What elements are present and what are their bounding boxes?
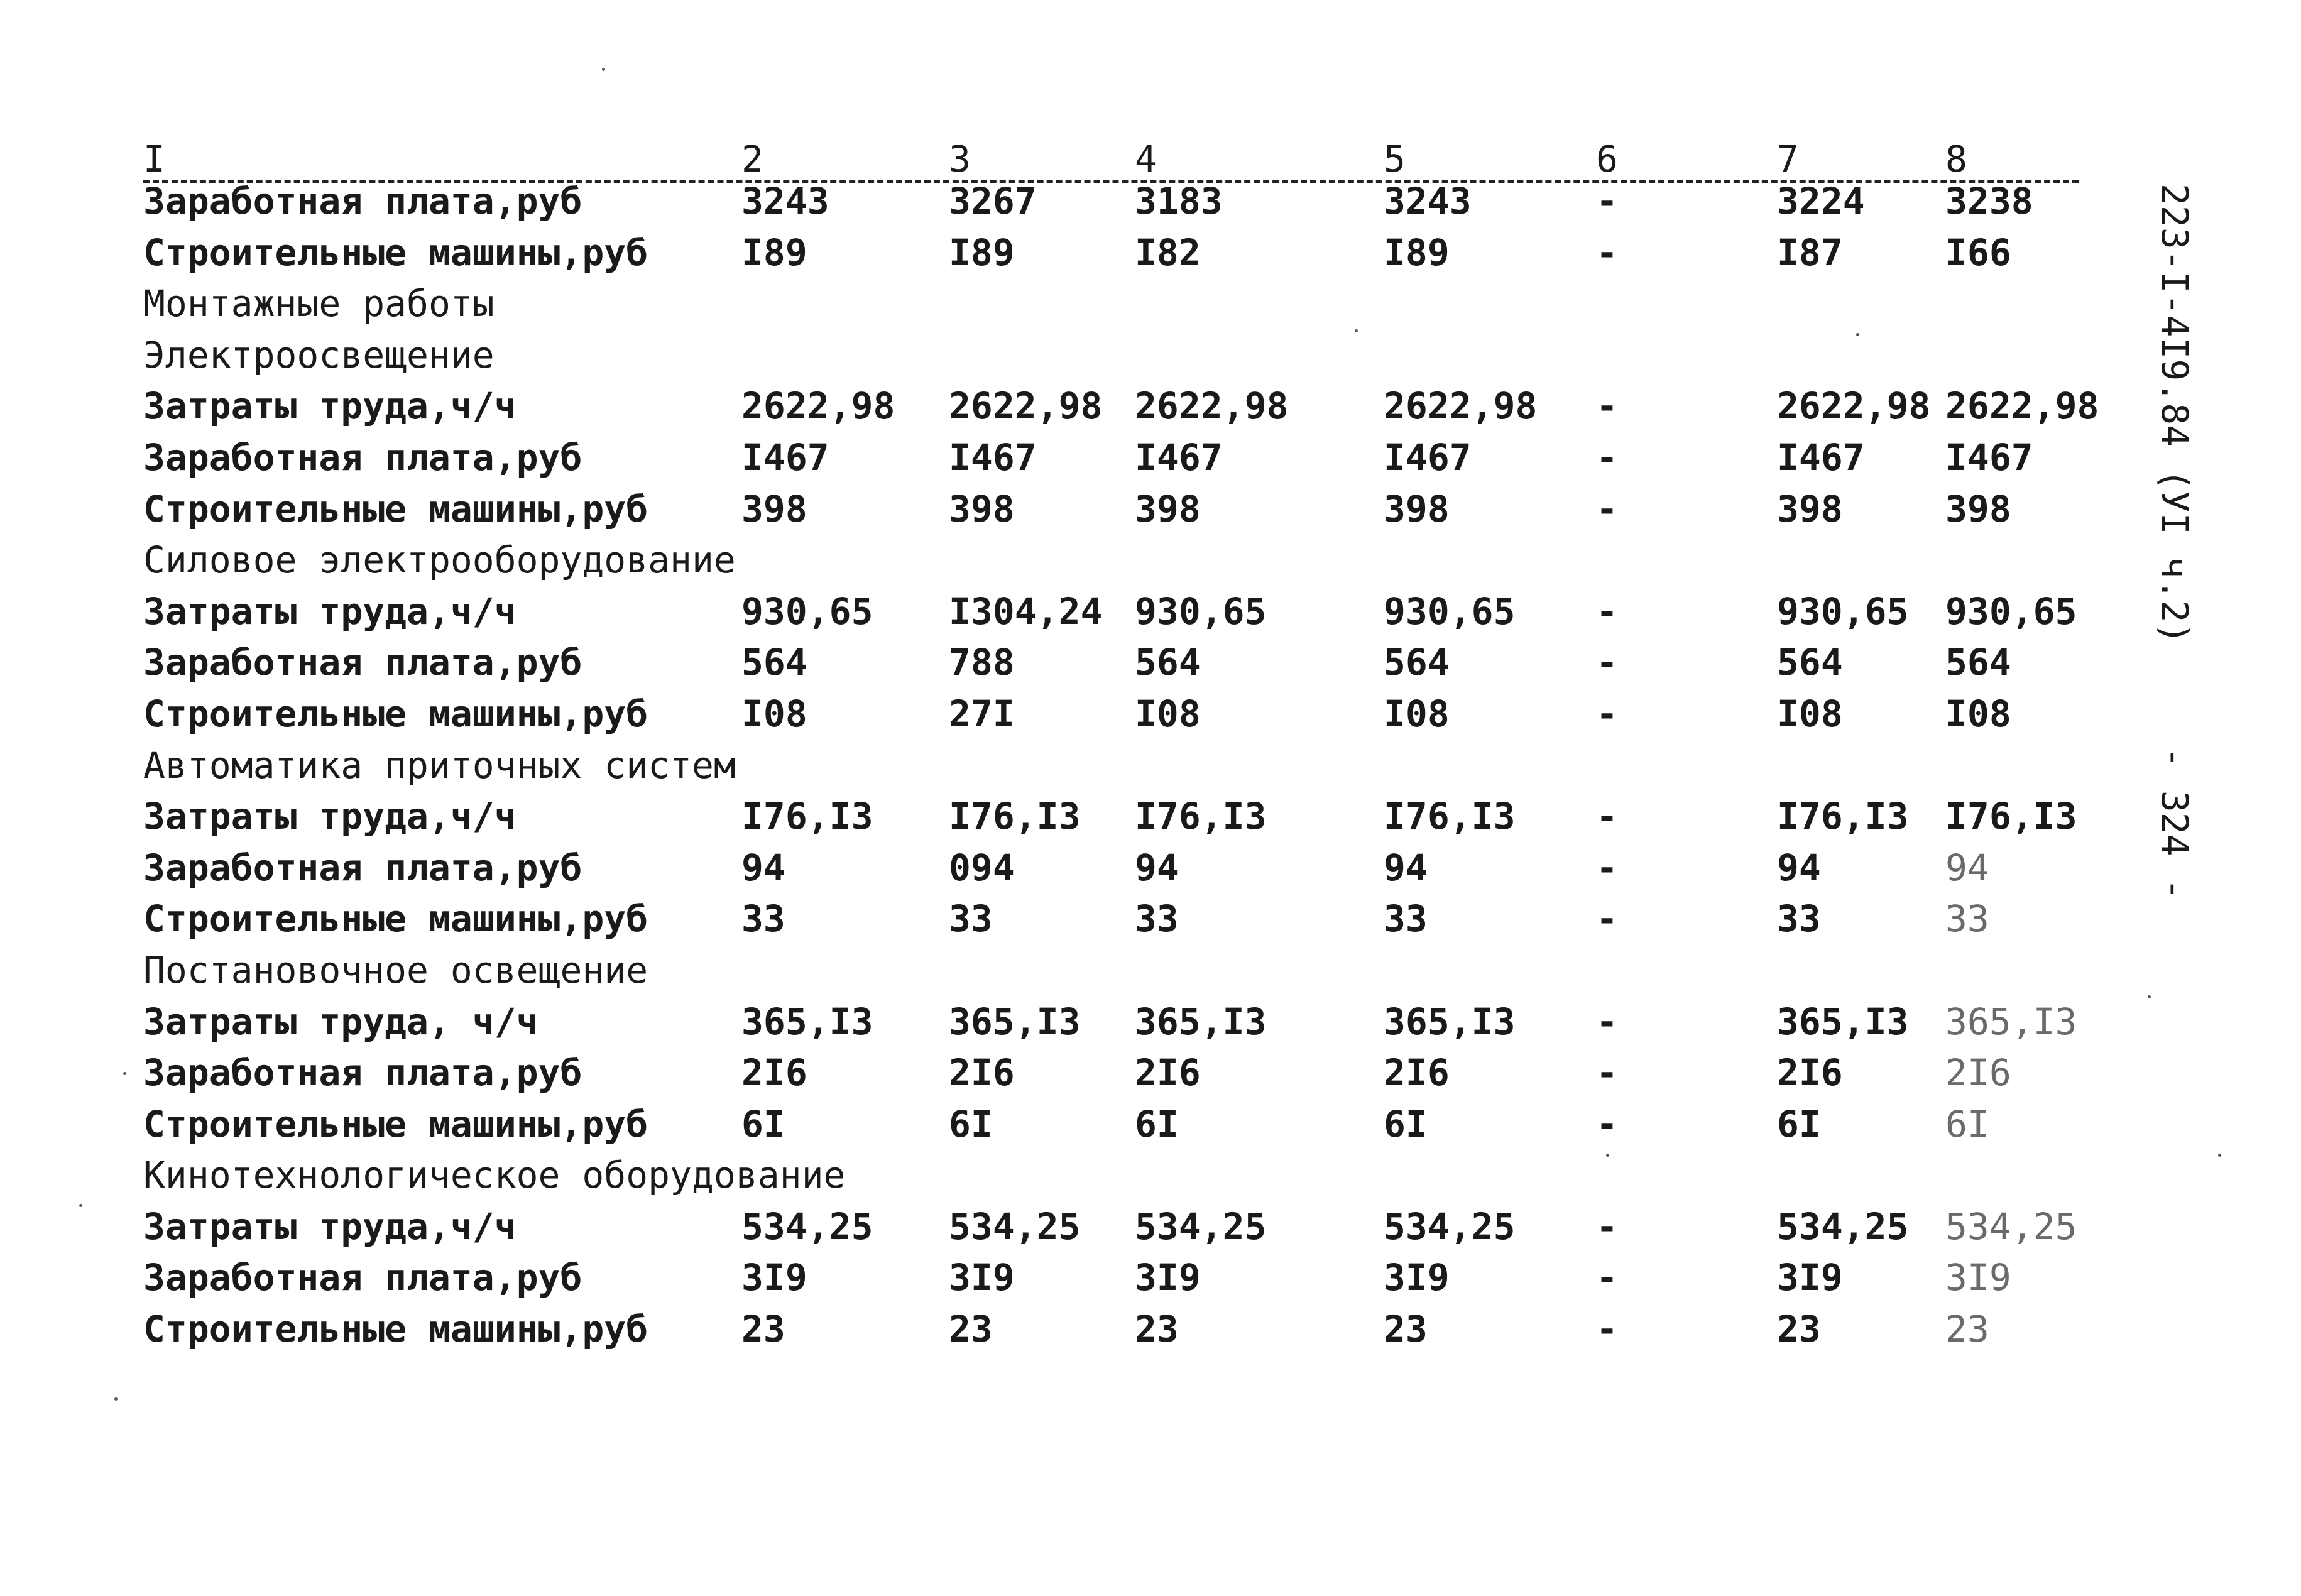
cell-col-3: I304,24 — [949, 589, 1103, 633]
row-label: Затраты труда,ч/ч — [143, 589, 516, 633]
cell-col-4: I467 — [1135, 435, 1223, 479]
table-row — [143, 1252, 2154, 1304]
scan-speck — [123, 1072, 126, 1075]
cell-col-5: I76,I3 — [1384, 795, 1516, 838]
cell-col-2: 2622,98 — [741, 385, 895, 428]
table-row — [143, 1099, 2154, 1151]
cell-col-2: 398 — [741, 487, 807, 530]
header-col-7: 7 — [1777, 138, 1799, 180]
cell-col-6: - — [1596, 641, 1618, 684]
cell-col-4: 365,I3 — [1135, 1000, 1267, 1043]
section-heading: Постановочное освещение — [143, 948, 648, 992]
cell-col-7: 930,65 — [1777, 589, 1909, 633]
scan-speck — [79, 1204, 82, 1207]
cell-col-8: 23 — [1945, 1308, 1989, 1351]
cell-col-5: 365,I3 — [1384, 1000, 1516, 1043]
cell-col-2: 33 — [741, 897, 785, 941]
cell-col-7: 33 — [1777, 897, 1821, 941]
document-code-text: 223-I-4I9.84 (УI ч.2) — [2153, 183, 2196, 645]
cell-col-2: 6I — [741, 1102, 785, 1145]
table-row — [143, 484, 2154, 535]
cell-col-4: 3183 — [1135, 180, 1223, 222]
cell-col-8: 94 — [1945, 846, 1989, 889]
cell-col-6: - — [1596, 1205, 1618, 1248]
cell-col-4: 94 — [1135, 846, 1179, 889]
cell-col-3: 3I9 — [949, 1256, 1015, 1299]
section-heading: Электроосвещение — [143, 333, 495, 376]
row-label: Строительные машины,руб — [143, 487, 648, 530]
row-label: Заработная плата,руб — [143, 1256, 582, 1299]
cell-col-2: 365,I3 — [741, 1000, 873, 1043]
cell-col-8: 2622,98 — [1945, 385, 2099, 428]
cell-col-3: 2622,98 — [949, 385, 1103, 428]
cell-col-7: 365,I3 — [1777, 1000, 1909, 1043]
cell-col-7: 2I6 — [1777, 1051, 1843, 1095]
cell-col-4: 23 — [1135, 1308, 1179, 1351]
cell-col-7: 2622,98 — [1777, 385, 1931, 428]
row-label: Затраты труда,ч/ч — [143, 1205, 516, 1248]
cell-col-6: - — [1596, 487, 1618, 530]
cell-col-4: 564 — [1135, 641, 1201, 684]
table-row — [143, 791, 2154, 843]
cell-col-3: I467 — [949, 435, 1037, 479]
cell-col-6: - — [1596, 589, 1618, 633]
cell-col-8: 930,65 — [1945, 589, 2077, 633]
row-label: Строительные машины,руб — [143, 1102, 648, 1145]
cell-col-5: I89 — [1384, 231, 1450, 274]
cell-col-7: 398 — [1777, 487, 1843, 530]
table-row — [143, 637, 2154, 689]
cell-col-8: 365,I3 — [1945, 1000, 2077, 1043]
section-heading-row — [143, 330, 2154, 381]
cell-col-6: - — [1596, 897, 1618, 941]
cell-col-8: 3238 — [1945, 180, 2033, 222]
cell-col-7: I87 — [1777, 231, 1843, 274]
table-row — [143, 1047, 2154, 1099]
section-heading-row — [143, 535, 2154, 586]
cell-col-2: 3I9 — [741, 1256, 807, 1299]
cell-col-5: 564 — [1384, 641, 1450, 684]
cell-col-8: I467 — [1945, 435, 2033, 479]
row-label: Заработная плата,руб — [143, 641, 582, 684]
table-body — [143, 176, 2154, 1355]
cell-col-4: 2622,98 — [1135, 385, 1289, 428]
cell-col-3: 27I — [949, 692, 1015, 735]
section-heading: Силовое электрооборудование — [143, 538, 736, 582]
cell-col-3: 094 — [949, 846, 1015, 889]
table-row — [143, 1201, 2154, 1253]
cell-col-7: 94 — [1777, 846, 1821, 889]
cell-col-3: 534,25 — [949, 1205, 1081, 1248]
cell-col-3: 398 — [949, 487, 1015, 530]
cell-col-8: 534,25 — [1945, 1205, 2077, 1248]
cell-col-4: I76,I3 — [1135, 795, 1267, 838]
cell-col-7: I467 — [1777, 435, 1865, 479]
cell-col-6: - — [1596, 1308, 1618, 1351]
cell-col-5: 2622,98 — [1384, 385, 1538, 428]
cell-col-4: 930,65 — [1135, 589, 1267, 633]
header-col-5: 5 — [1384, 138, 1406, 180]
cell-col-7: 3I9 — [1777, 1256, 1843, 1299]
page-number-text: - 324 - — [2153, 746, 2196, 900]
section-heading-row — [143, 945, 2154, 997]
row-label: Заработная плата,руб — [143, 846, 582, 889]
cell-col-6: - — [1596, 1102, 1618, 1145]
page-number-vertical — [2136, 746, 2205, 900]
cell-col-2: 564 — [741, 641, 807, 684]
row-label: Заработная плата,руб — [143, 180, 582, 222]
row-label: Строительные машины,руб — [143, 231, 648, 274]
cell-col-4: 398 — [1135, 487, 1201, 530]
row-label: Затраты труда,ч/ч — [143, 795, 516, 838]
section-heading: Монтажные работы — [143, 282, 495, 325]
cell-col-2: 94 — [741, 846, 785, 889]
cell-col-8: 33 — [1945, 897, 1989, 941]
cell-col-8: I08 — [1945, 692, 2011, 735]
cell-col-6: - — [1596, 1256, 1618, 1299]
cell-col-3: 23 — [949, 1308, 993, 1351]
cell-col-4: I82 — [1135, 231, 1201, 274]
cell-col-5: 534,25 — [1384, 1205, 1516, 1248]
table-row — [143, 1304, 2154, 1355]
cell-col-8: 2I6 — [1945, 1051, 2011, 1095]
cell-col-5: 2I6 — [1384, 1051, 1450, 1095]
row-label: Заработная плата,руб — [143, 435, 582, 479]
cell-col-2: I08 — [741, 692, 807, 735]
header-col-2: 2 — [741, 138, 763, 180]
cell-col-7: 564 — [1777, 641, 1843, 684]
cell-col-7: 6I — [1777, 1102, 1821, 1145]
scan-speck — [1606, 1154, 1609, 1157]
scan-speck — [2148, 995, 2151, 998]
header-col-4: 4 — [1135, 138, 1157, 180]
cell-col-7: 534,25 — [1777, 1205, 1909, 1248]
cell-col-5: 398 — [1384, 487, 1450, 530]
cell-col-4: 33 — [1135, 897, 1179, 941]
cell-col-4: 2I6 — [1135, 1051, 1201, 1095]
cell-col-6: - — [1596, 692, 1618, 735]
cell-col-6: - — [1596, 180, 1618, 222]
cell-col-6: - — [1596, 385, 1618, 428]
cell-col-4: 3I9 — [1135, 1256, 1201, 1299]
cell-col-7: I08 — [1777, 692, 1843, 735]
cell-col-6: - — [1596, 795, 1618, 838]
scan-speck — [602, 68, 605, 71]
cell-col-6: - — [1596, 1000, 1618, 1043]
section-heading-row — [143, 740, 2154, 792]
cell-col-4: 6I — [1135, 1102, 1179, 1145]
scan-speck — [114, 1397, 118, 1401]
cell-col-8: 564 — [1945, 641, 2011, 684]
cell-col-8: I76,I3 — [1945, 795, 2077, 838]
document-code-vertical — [2136, 183, 2205, 661]
cell-col-8: 398 — [1945, 487, 2011, 530]
cell-col-5: 6I — [1384, 1102, 1428, 1145]
row-label: Затраты труда,ч/ч — [143, 385, 516, 428]
cell-col-3: 33 — [949, 897, 993, 941]
cell-col-8: 6I — [1945, 1102, 1989, 1145]
cell-col-3: 2I6 — [949, 1051, 1015, 1095]
table-row — [143, 843, 2154, 894]
table-row — [143, 997, 2154, 1048]
cell-col-2: I89 — [741, 231, 807, 274]
scan-speck — [1856, 333, 1859, 336]
section-heading-row — [143, 1150, 2154, 1201]
cell-col-7: 3224 — [1777, 180, 1865, 222]
cell-col-5: 94 — [1384, 846, 1428, 889]
scan-speck — [2218, 1154, 2221, 1157]
cell-col-4: I08 — [1135, 692, 1201, 735]
cell-col-8: I66 — [1945, 231, 2011, 274]
header-col-1: I — [143, 138, 165, 180]
cell-col-2: I76,I3 — [741, 795, 873, 838]
section-heading-row — [143, 278, 2154, 330]
cell-col-5: 3I9 — [1384, 1256, 1450, 1299]
cell-col-8: 3I9 — [1945, 1256, 2011, 1299]
cell-col-2: 3243 — [741, 180, 829, 222]
cell-col-5: 930,65 — [1384, 589, 1516, 633]
cell-col-5: 23 — [1384, 1308, 1428, 1351]
cell-col-2: 23 — [741, 1308, 785, 1351]
cell-col-6: - — [1596, 435, 1618, 479]
scan-speck — [1355, 329, 1358, 332]
cell-col-3: 365,I3 — [949, 1000, 1081, 1043]
table-row — [143, 227, 2154, 279]
row-label: Затраты труда, ч/ч — [143, 1000, 538, 1043]
cell-col-5: 33 — [1384, 897, 1428, 941]
cell-col-3: 3267 — [949, 180, 1037, 222]
cell-col-7: I76,I3 — [1777, 795, 1909, 838]
cell-col-5: I467 — [1384, 435, 1472, 479]
header-col-6: 6 — [1596, 138, 1618, 180]
table-header — [143, 123, 2079, 183]
cell-col-2: 534,25 — [741, 1205, 873, 1248]
table-row — [143, 381, 2154, 432]
cell-col-2: I467 — [741, 435, 829, 479]
cell-col-3: 788 — [949, 641, 1015, 684]
row-label: Строительные машины,руб — [143, 692, 648, 735]
cell-col-5: 3243 — [1384, 180, 1472, 222]
cell-col-3: I89 — [949, 231, 1015, 274]
row-label: Строительные машины,руб — [143, 897, 648, 941]
cell-col-7: 23 — [1777, 1308, 1821, 1351]
cell-col-3: 6I — [949, 1102, 993, 1145]
cell-col-2: 930,65 — [741, 589, 873, 633]
cell-col-3: I76,I3 — [949, 795, 1081, 838]
table-row — [143, 894, 2154, 945]
header-col-3: 3 — [949, 138, 971, 180]
header-col-8: 8 — [1945, 138, 1967, 180]
section-heading: Кинотехнологическое оборудование — [143, 1154, 846, 1197]
section-heading: Автоматика приточных систем — [143, 743, 736, 787]
row-label: Строительные машины,руб — [143, 1308, 648, 1351]
row-label: Заработная плата,руб — [143, 1051, 582, 1095]
cell-col-4: 534,25 — [1135, 1205, 1267, 1248]
table-row — [143, 689, 2154, 740]
cell-col-6: - — [1596, 231, 1618, 274]
cell-col-5: I08 — [1384, 692, 1450, 735]
table-row — [143, 586, 2154, 638]
table-row — [143, 432, 2154, 484]
cell-col-2: 2I6 — [741, 1051, 807, 1095]
cell-col-6: - — [1596, 1051, 1618, 1095]
table-row — [143, 176, 2154, 227]
cell-col-6: - — [1596, 846, 1618, 889]
